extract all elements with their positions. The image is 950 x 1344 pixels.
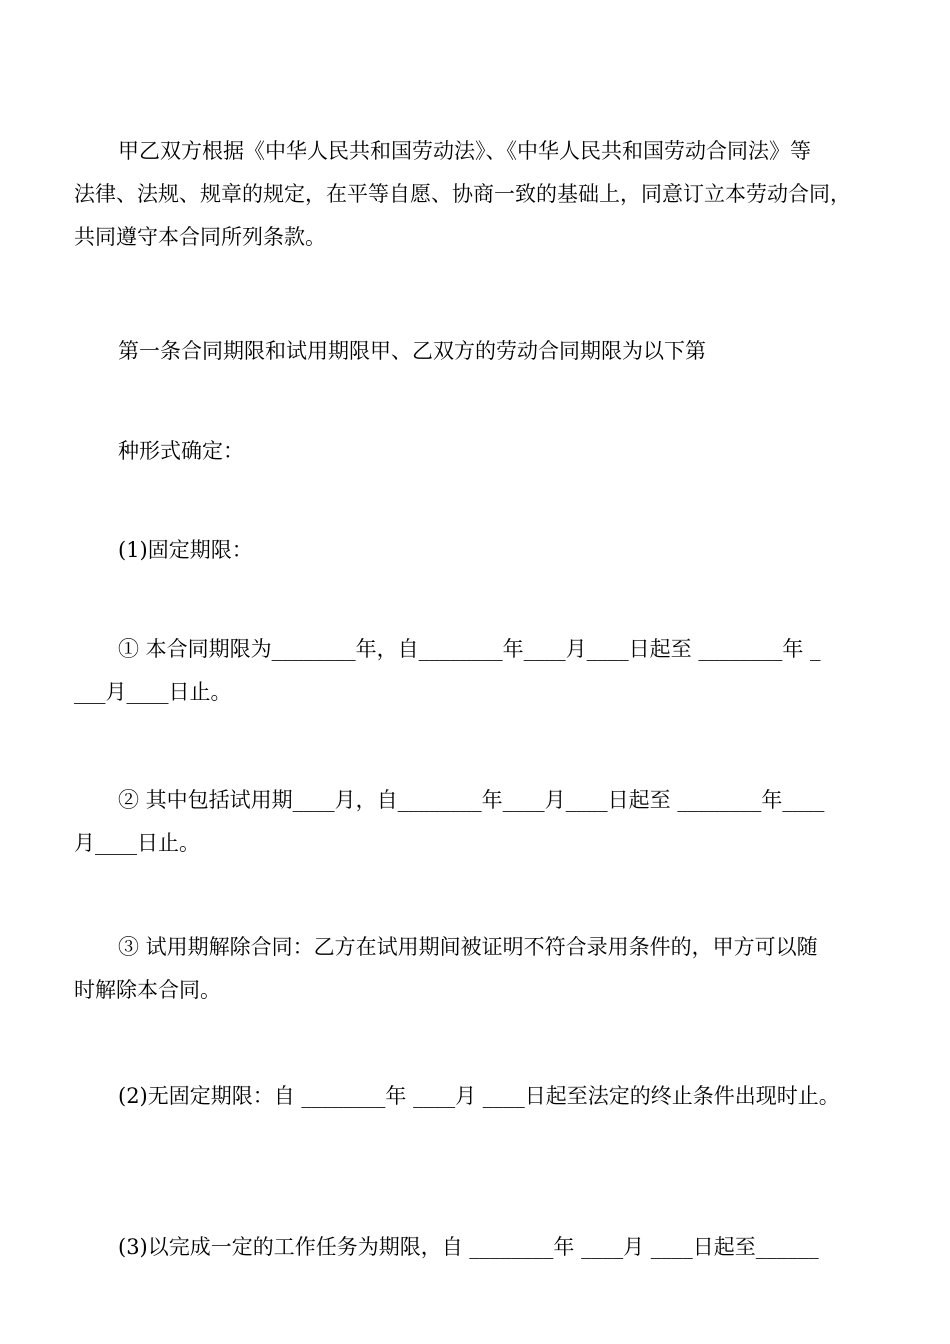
item-3-line-2: 时解除本合同。 — [74, 978, 221, 1002]
intro-line-1: 甲乙双方根据《中华人民共和国劳动法》、《中华人民共和国劳动合同法》等 — [118, 139, 811, 163]
no-fixed-term-paragraph — [74, 1075, 884, 1118]
task-term-paragraph — [74, 1226, 884, 1269]
item-2-line-2: 月____日止。 — [74, 831, 200, 855]
fixed-term-heading-text: (1)固定期限： — [118, 538, 253, 562]
fixed-term-heading — [74, 529, 884, 572]
task-term-text: (3)以完成一定的工作任务为期限，自 ________年 ____月 ____日起至______ — [118, 1235, 819, 1259]
item-1-line-2: ___月____日止。 — [74, 680, 232, 704]
item-2-paragraph — [74, 779, 884, 865]
intro-line-3: 共同遵守本合同所列条款。 — [74, 225, 326, 249]
no-fixed-term-text: (2)无固定期限：自 ________年 ____月 ____日起至法定的终止条件出现时止。 — [118, 1084, 840, 1108]
item-1-line-1: ① 本合同期限为________年，自________年____月____日起至 ________年 _ — [118, 637, 821, 661]
item-1-paragraph — [74, 628, 884, 714]
item-3-line-1: ③ 试用期解除合同：乙方在试用期间被证明不符合录用条件的，甲方可以随 — [118, 935, 818, 959]
intro-line-2: 法律、法规、规章的规定，在平等自愿、协商一致的基础上，同意订立本劳动合同， — [74, 182, 851, 206]
item-3-paragraph — [74, 926, 884, 1012]
item-2-line-1: ② 其中包括试用期____月，自________年____月____日起至 ________年____ — [118, 788, 825, 812]
article-1-line-1: 第一条合同期限和试用期限甲、乙双方的劳动合同期限为以下第 — [118, 339, 706, 363]
article-1-heading — [74, 330, 884, 373]
article-1-line-2: 种形式确定： — [118, 439, 244, 463]
article-1-continuation — [74, 430, 884, 473]
intro-paragraph — [74, 130, 884, 259]
